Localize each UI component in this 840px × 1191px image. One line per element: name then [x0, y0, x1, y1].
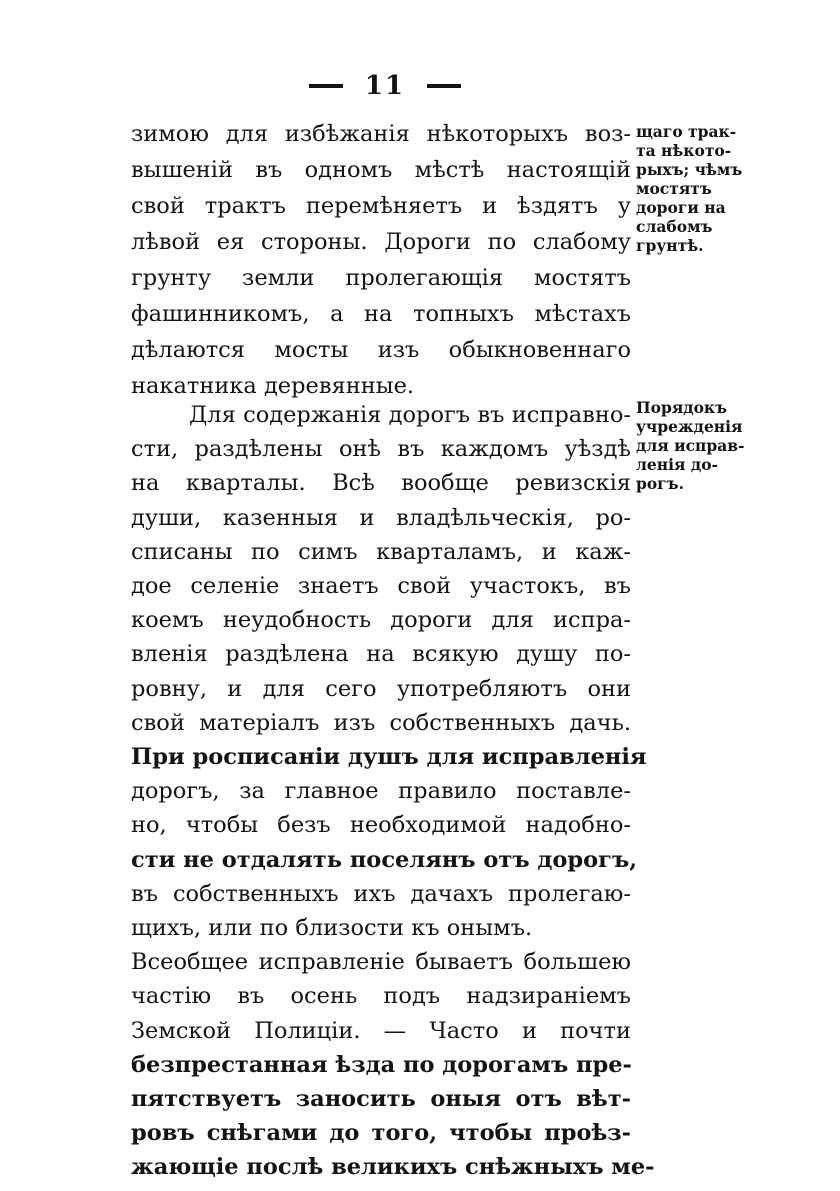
text-line: жающіе послѣ великихъ снѣжныхъ ме- — [131, 1154, 655, 1181]
text-line: пятствуетъ заносить оныя отъ вѣт- — [131, 1086, 631, 1112]
left-dash — [309, 84, 343, 88]
text-line: лѣвой ея стороны. Дороги по слабому — [131, 229, 631, 255]
text-line: коемъ неудобность дороги для испра- — [131, 607, 631, 634]
right-dash — [427, 84, 461, 88]
text-line: щихъ, или по близости къ онымъ. — [131, 915, 533, 941]
text-line: Земской Полиціи. — Часто и почти — [131, 1017, 631, 1044]
text-line: сти, раздѣлены онѣ въ каждомъ уѣздѣ — [131, 436, 631, 463]
text-line: безпрестанная ѣзда по дорогамъ пре- — [131, 1051, 632, 1078]
margin-note-2 — [636, 398, 746, 493]
text-line: ровъ снѣгами до того, чтобы проѣз- — [131, 1120, 631, 1147]
text-line: но, чтобы безъ необходимой надобно- — [131, 812, 631, 839]
note-line: та нѣкото- — [636, 141, 732, 160]
text-line: зимою для избѣжанія нѣкоторыхъ воз- — [131, 121, 631, 147]
text-line: грунту земли пролегающія мостятъ — [131, 265, 631, 291]
note-line: рогъ. — [636, 474, 684, 493]
note-line: мостятъ — [636, 179, 712, 198]
text-line: дое селеніе знаетъ свой участокъ, въ — [131, 573, 631, 599]
text-line: частію въ осень подъ надзираніемъ — [131, 983, 631, 1010]
text-line: дѣлаются мосты изъ обыкновеннаго — [131, 337, 631, 363]
note-line: ленія до- — [636, 455, 718, 474]
page-header — [300, 66, 470, 106]
note-line: дороги на — [636, 198, 726, 217]
text-line: сти не отдалять поселянъ отъ дорогъ, — [131, 846, 638, 873]
text-line: свой матеріалъ изъ собственныхъ дачь. — [131, 709, 631, 736]
text-line: на кварталы. Всѣ вообще ревизскія — [131, 470, 631, 497]
text-line: души, казенныя и владѣльческія, ро- — [131, 504, 631, 531]
note-line: учрежденія — [636, 417, 743, 436]
text-line: свой трактъ перемѣняетъ и ѣздятъ у — [131, 193, 631, 219]
text-line: списаны по симъ кварталамъ, и каж- — [131, 538, 631, 565]
text-line: При росписаніи душъ для исправленія — [131, 744, 647, 770]
text-line: накатника деревянные. — [131, 373, 415, 399]
margin-note-1 — [636, 122, 746, 255]
text-line: ровну, и для сего употребляютъ они — [131, 675, 631, 702]
note-line: щаго трак- — [636, 122, 737, 141]
text-line: вленія раздѣлена на всякую душу по- — [131, 641, 631, 668]
note-line: Порядокъ — [636, 398, 728, 417]
text-line: дорогъ, за главное правило поставле- — [131, 778, 631, 805]
text-line: вышеній въ одномъ мѣстѣ настоящій — [131, 157, 631, 183]
note-line: для исправ- — [636, 436, 745, 455]
note-line: слабомъ — [636, 217, 713, 236]
text-line: Всеобщее исправленіе бываетъ большею — [131, 949, 631, 976]
page-number: 11 — [364, 71, 406, 101]
note-line: грунтѣ. — [636, 236, 704, 255]
note-line: рыхъ; чѣмъ — [636, 160, 743, 179]
text-line: фашинникомъ, а на топныхъ мѣстахъ — [131, 301, 631, 327]
text-line: въ собственныхъ ихъ дачахъ пролегаю- — [131, 880, 631, 907]
text-line: Для содержанія дорогъ въ исправно- — [189, 402, 631, 428]
